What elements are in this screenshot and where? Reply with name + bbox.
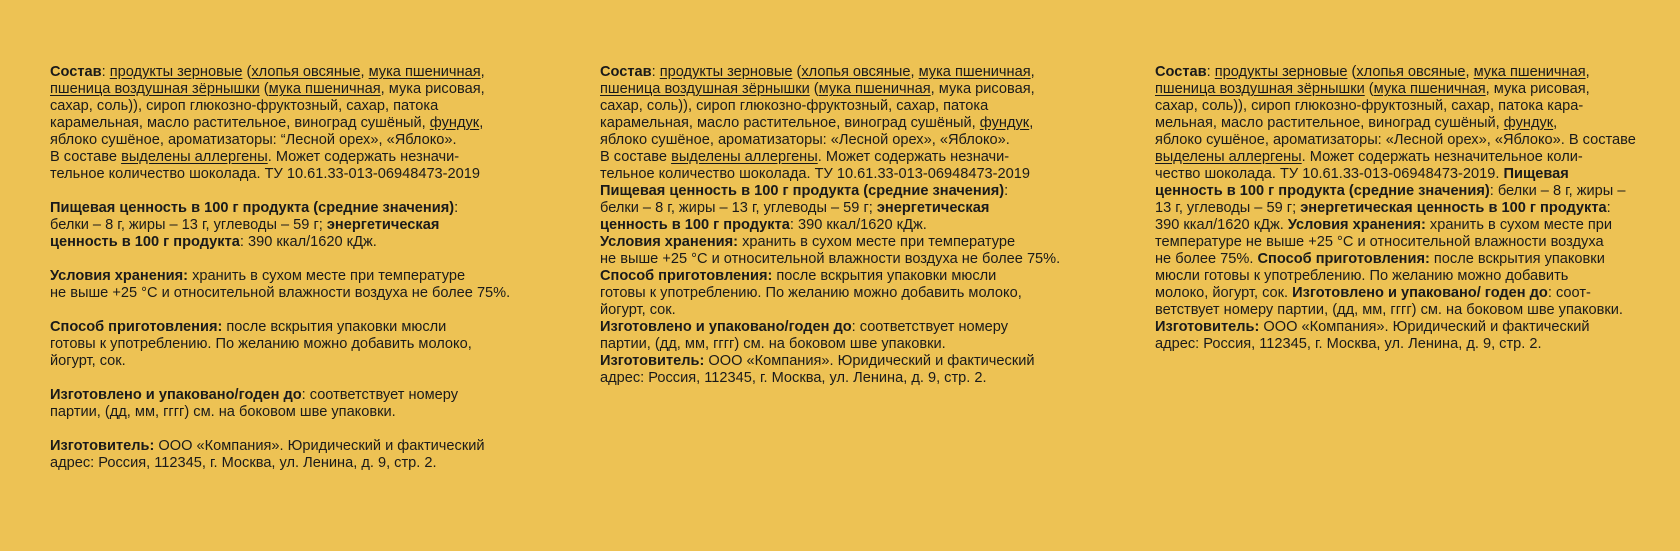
text-run: ( [259, 81, 269, 97]
text-line [50, 285, 510, 302]
underlined-text: продукты зерновые [109, 64, 243, 80]
bold-text: Условия хранения: [1287, 217, 1426, 233]
text-line [50, 353, 510, 370]
underlined-text: мука пшеничная [368, 64, 481, 80]
text-line [1155, 166, 1636, 183]
text-run: после вскрытия упаковки [1429, 251, 1605, 267]
text-run: , [480, 64, 485, 80]
text-run: яблоко сушёное, ароматизаторы: «Лесной орех», «Яблоко». В составе [1155, 132, 1636, 148]
underlined-text: выделены аллергены [1155, 149, 1302, 165]
bold-text: Изготовлено и упаковано/годен до [600, 319, 852, 335]
text-run: йогурт, сок. [600, 302, 676, 318]
bold-text: Пищевая [1503, 166, 1569, 182]
text-line [50, 268, 510, 285]
text-run: ( [1364, 81, 1374, 97]
text-run: В составе [50, 149, 122, 165]
text-run: тельное количество шоколада. ТУ 10.61.33-013-06948473-2019 [50, 166, 481, 182]
text-run: , [1553, 115, 1558, 131]
text-run: : [651, 64, 660, 80]
bold-text: Состав [1155, 64, 1207, 80]
text-run: : 390 ккал/1620 кДж. [789, 217, 927, 233]
underlined-text: мука пшеничная [818, 81, 931, 97]
text-run: сахар, соль)), сироп глюкозно-фруктозный, сахар, патока кара- [1155, 98, 1584, 114]
text-line [50, 81, 510, 98]
bold-text: энергетическая [326, 217, 440, 233]
text-line [50, 404, 510, 421]
text-line [600, 217, 1060, 234]
text-run: не выше +25 °С и относительной влажности воздуха не более 75%. [50, 285, 511, 301]
text-run: , мука рисовая, [380, 81, 485, 97]
text-run: сахар, соль)), сироп глюкозно-фруктозный, сахар, патока [600, 98, 989, 114]
paragraph-gap [50, 251, 510, 268]
text-run: . Может содержать незначительное коли- [1301, 149, 1583, 165]
text-line [600, 353, 1060, 370]
text-line [1155, 149, 1636, 166]
text-line [1155, 183, 1636, 200]
text-line [1155, 217, 1636, 234]
text-line [1155, 81, 1636, 98]
text-run: В составе [600, 149, 672, 165]
text-line [50, 132, 510, 149]
text-run: партии, (дд, мм, гггг) см. на боковом шве упаковки. [600, 336, 946, 352]
text-line [50, 217, 510, 234]
bold-text: Изготовлено и упаковано/ годен до [1292, 285, 1548, 301]
text-run: чество шоколада. ТУ 10.61.33-013-06948473-2019. [1155, 166, 1504, 182]
text-run: : [1004, 183, 1009, 199]
text-run: хранить в сухом месте при температуре [738, 234, 1016, 250]
bold-text: Способ приготовления: [1257, 251, 1430, 267]
underlined-text: хлопья овсяные [801, 64, 911, 80]
text-run: , [1029, 115, 1034, 131]
text-run: ( [1347, 64, 1357, 80]
bold-text: Изготовитель: [600, 353, 705, 369]
bold-text: Пищевая ценность в 100 г продукта (средние значения) [600, 183, 1005, 199]
text-line [600, 200, 1060, 217]
text-run: : белки – 8 г, жиры – [1489, 183, 1626, 199]
text-line [1155, 336, 1636, 353]
text-line [1155, 200, 1636, 217]
text-line [1155, 302, 1636, 319]
underlined-text: фундук [429, 115, 480, 131]
text-line [50, 166, 510, 183]
text-line [50, 98, 510, 115]
text-run: , [360, 64, 369, 80]
text-run: тельное количество шоколада. ТУ 10.61.33-013-06948473-2019 [600, 166, 1031, 182]
text-run: мельная, масло растительное, виноград сушёный, [1155, 115, 1504, 131]
text-run: , [1030, 64, 1035, 80]
text-line [600, 115, 1060, 132]
underlined-text: выделены аллергены [671, 149, 818, 165]
text-line [1155, 64, 1636, 81]
text-run: 390 ккал/1620 кДж. [1155, 217, 1288, 233]
text-line [600, 268, 1060, 285]
text-run: . Может содержать незначи- [267, 149, 460, 165]
text-line [600, 81, 1060, 98]
text-run: карамельная, масло растительное, виноград сушёный, [600, 115, 980, 131]
bold-text: Способ приготовления: [50, 319, 223, 335]
underlined-text: продукты зерновые [659, 64, 793, 80]
bold-text: Условия хранения: [50, 268, 189, 284]
text-line [600, 251, 1060, 268]
text-line [50, 455, 510, 472]
text-line [600, 64, 1060, 81]
text-line [1155, 115, 1636, 132]
bold-text: Условия хранения: [600, 234, 739, 250]
underlined-text: пшеница воздушная зёрнышки [50, 81, 260, 97]
underlined-text: пшеница воздушная зёрнышки [600, 81, 810, 97]
text-line [50, 319, 510, 336]
text-run: ООО «Компания». Юридический и фактический [1259, 319, 1590, 335]
text-line [1155, 132, 1636, 149]
text-run: , мука рисовая, [1485, 81, 1590, 97]
text-run: ветствует номеру партии, (дд, мм, гггг) см. на боковом шве упаковки. [1155, 302, 1623, 318]
bold-text: ценность в 100 г продукта [50, 234, 240, 250]
bold-text: Состав [50, 64, 102, 80]
label-panel-2 [600, 64, 1060, 387]
text-line [600, 302, 1060, 319]
paragraph-gap [50, 302, 510, 319]
underlined-text: хлопья овсяные [251, 64, 361, 80]
text-run: белки – 8 г, жиры – 13 г, углеводы – 59 г; [50, 217, 327, 233]
text-run: , [1465, 64, 1474, 80]
text-line [600, 336, 1060, 353]
text-line [600, 319, 1060, 336]
bold-text: Пищевая ценность в 100 г продукта (средние значения) [50, 200, 455, 216]
text-line [50, 200, 510, 217]
text-run: сахар, соль)), сироп глюкозно-фруктозный, сахар, патока [50, 98, 439, 114]
text-run: адрес: Россия, 112345, г. Москва, ул. Ленина, д. 9, стр. 2. [600, 370, 987, 386]
text-line [600, 166, 1060, 183]
text-line [600, 285, 1060, 302]
text-line [50, 115, 510, 132]
underlined-text: выделены аллергены [121, 149, 268, 165]
text-line [1155, 98, 1636, 115]
text-line [600, 149, 1060, 166]
text-line [1155, 234, 1636, 251]
text-line [600, 132, 1060, 149]
underlined-text: мука пшеничная [268, 81, 381, 97]
paragraph-gap [50, 421, 510, 438]
text-line [50, 234, 510, 251]
text-run: яблоко сушёное, ароматизаторы: «Лесной орех», «Яблоко». [600, 132, 1010, 148]
text-run: ( [809, 81, 819, 97]
text-run: ( [242, 64, 252, 80]
text-run: йогурт, сок. [50, 353, 126, 369]
bold-text: Состав [600, 64, 652, 80]
text-run: , [1585, 64, 1590, 80]
text-run: 13 г, углеводы – 59 г; [1155, 200, 1301, 216]
text-run: : [1206, 64, 1215, 80]
text-run: белки – 8 г, жиры – 13 г, углеводы – 59 г; [600, 200, 877, 216]
text-run: : соот- [1547, 285, 1591, 301]
text-run: : соответствует номеру [301, 387, 459, 403]
paragraph-gap [50, 370, 510, 387]
underlined-text: продукты зерновые [1214, 64, 1348, 80]
text-run: температуре не выше +25 °С и относительной влажности воздуха [1155, 234, 1604, 250]
underlined-text: мука пшеничная [1473, 64, 1586, 80]
text-run: хранить в сухом месте при температуре [188, 268, 466, 284]
text-line [1155, 285, 1636, 302]
text-line [1155, 268, 1636, 285]
text-line [1155, 251, 1636, 268]
text-run: . Может содержать незначи- [817, 149, 1010, 165]
text-run: адрес: Россия, 112345, г. Москва, ул. Ленина, д. 9, стр. 2. [1155, 336, 1542, 352]
text-line [50, 336, 510, 353]
text-run: , мука рисовая, [930, 81, 1035, 97]
text-line [1155, 319, 1636, 336]
bold-text: Изготовитель: [1155, 319, 1260, 335]
text-run: после вскрытия упаковки мюсли [772, 268, 997, 284]
text-run: , [479, 115, 484, 131]
text-line [600, 370, 1060, 387]
underlined-text: фундук [979, 115, 1030, 131]
text-run: не более 75%. [1155, 251, 1258, 267]
underlined-text: мука пшеничная [918, 64, 1031, 80]
text-run: : 390 ккал/1620 кДж. [239, 234, 377, 250]
text-line [50, 64, 510, 81]
text-run: : [454, 200, 459, 216]
text-run: готовы к употреблению. По желанию можно добавить молоко, [600, 285, 1022, 301]
text-run: готовы к употреблению. По желанию можно добавить молоко, [50, 336, 472, 352]
text-run: : соответствует номеру [851, 319, 1009, 335]
text-line [600, 98, 1060, 115]
text-run: ООО «Компания». Юридический и фактический [154, 438, 485, 454]
paragraph-gap [50, 183, 510, 200]
text-run: после вскрытия упаковки мюсли [222, 319, 447, 335]
text-run: мюсли готовы к употреблению. По желанию можно добавить [1155, 268, 1569, 284]
underlined-text: фундук [1503, 115, 1554, 131]
text-run: ООО «Компания». Юридический и фактический [704, 353, 1035, 369]
bold-text: Изготовлено и упаковано/годен до [50, 387, 302, 403]
text-run: : [1606, 200, 1611, 216]
underlined-text: пшеница воздушная зёрнышки [1155, 81, 1365, 97]
text-run: не выше +25 °С и относительной влажности воздуха не более 75%. [600, 251, 1061, 267]
underlined-text: хлопья овсяные [1356, 64, 1466, 80]
text-line [600, 183, 1060, 200]
label-panel-1 [50, 64, 510, 472]
text-run: адрес: Россия, 112345, г. Москва, ул. Ленина, д. 9, стр. 2. [50, 455, 437, 471]
bold-text: ценность в 100 г продукта [600, 217, 790, 233]
text-line [600, 234, 1060, 251]
text-run: яблоко сушёное, ароматизаторы: “Лесной орех», «Яблоко». [50, 132, 457, 148]
bold-text: ценность в 100 г продукта (средние значения) [1155, 183, 1490, 199]
text-line [50, 149, 510, 166]
text-run: карамельная, масло растительное, виноград сушёный, [50, 115, 430, 131]
text-run: партии, (дд, мм, гггг) см. на боковом шве упаковки. [50, 404, 396, 420]
text-line [50, 438, 510, 455]
text-run: ( [792, 64, 802, 80]
text-run: молоко, йогурт, сок. [1155, 285, 1293, 301]
text-run: хранить в сухом месте при [1425, 217, 1613, 233]
bold-text: энергетическая [876, 200, 990, 216]
bold-text: Способ приготовления: [600, 268, 773, 284]
underlined-text: мука пшеничная [1373, 81, 1486, 97]
bold-text: Изготовитель: [50, 438, 155, 454]
text-line [50, 387, 510, 404]
text-run: , [910, 64, 919, 80]
text-run: : [101, 64, 110, 80]
label-panel-3 [1155, 64, 1636, 353]
bold-text: энергетическая ценность в 100 г продукта [1300, 200, 1607, 216]
